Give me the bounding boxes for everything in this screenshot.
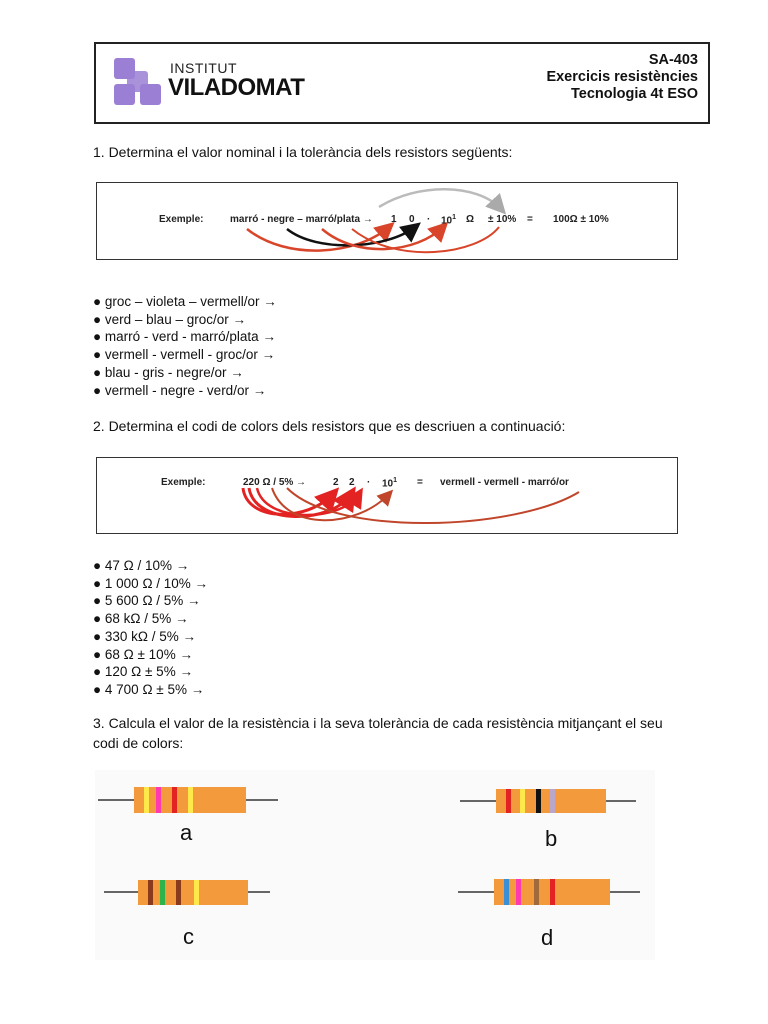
example-1-tolerance: ± 10%	[488, 214, 517, 225]
header-titles	[546, 52, 698, 103]
color-band	[550, 879, 555, 905]
example-2-digit2: 2	[349, 477, 355, 488]
example-2-dot: ·	[367, 477, 371, 488]
color-band	[506, 789, 511, 813]
question-1-title: 1. Determina el valor nominal i la tolerància dels resistors següents:	[93, 144, 513, 160]
list-item: ● 68 Ω ± 10% →	[93, 646, 193, 662]
example-2-multiplier: $10^1$	[382, 477, 398, 490]
color-band	[148, 880, 153, 905]
color-band	[194, 880, 199, 905]
example-2-value: 220 Ω / 5% →	[243, 477, 307, 488]
example-2-label: Exemple:	[161, 477, 206, 488]
color-band	[516, 879, 521, 905]
school-logo-icon	[114, 58, 172, 108]
color-band	[536, 789, 541, 813]
resistor-label-a: a	[180, 820, 193, 845]
document-subtitle: Exercicis resistències	[546, 69, 698, 85]
resistor-a	[98, 787, 278, 813]
question-1-list	[93, 293, 277, 399]
list-item: ● vermell - negre - verd/or →	[93, 382, 267, 398]
resistor-d	[458, 879, 640, 905]
example-1-colors: marró - negre – marró/plata →	[230, 214, 373, 225]
list-item: ● vermell - vermell - groc/or →	[93, 347, 276, 363]
list-item: ● verd – blau – groc/or →	[93, 311, 246, 327]
example-2-result: vermell - vermell - marró/or	[440, 477, 569, 488]
resistor-body	[134, 787, 246, 813]
color-band	[534, 879, 539, 905]
color-band	[550, 789, 555, 813]
color-band	[144, 787, 149, 813]
list-item: ● 5 600 Ω / 5% →	[93, 593, 201, 609]
example-box-1	[96, 182, 678, 260]
question-3-title-line1: 3. Calcula el valor de la resistència i la seva tolerància de cada resistència mitjançant el seu	[93, 715, 663, 731]
resistor-body	[496, 789, 606, 813]
question-3-title-line2: codi de colors:	[93, 735, 184, 751]
resistor-label-c: c	[183, 924, 194, 949]
logo-big-text: VILADOMAT	[168, 74, 305, 101]
example-1-equals: =	[527, 214, 533, 225]
question-2-title: 2. Determina el codi de colors dels resistors que es descriuen a continuació:	[93, 418, 566, 434]
color-band	[156, 787, 161, 813]
list-item: ● blau - gris - negre/or →	[93, 364, 244, 380]
color-band	[172, 787, 177, 813]
color-band	[176, 880, 181, 905]
resistor-body	[138, 880, 248, 905]
list-item: ● 1 000 Ω / 10% →	[93, 575, 209, 591]
example-2-arrows	[97, 458, 679, 535]
resistor-label-d: d	[541, 925, 554, 950]
list-item: ● marró - verd - marró/plata →	[93, 329, 276, 345]
resistor-body	[494, 879, 610, 905]
course-name: Tecnologia 4t ESO	[570, 86, 698, 102]
example-1-result: 100Ω ± 10%	[553, 214, 609, 225]
list-item: ● 68 kΩ / 5% →	[93, 611, 189, 627]
color-band	[160, 880, 165, 905]
color-band	[504, 879, 509, 905]
list-item: ● 4 700 Ω ± 5% →	[93, 681, 205, 697]
color-band	[520, 789, 525, 813]
question-2-list	[93, 557, 208, 699]
list-item: ● groc – violeta – vermell/or →	[93, 294, 277, 309]
example-1-multiplier: $10^1$	[441, 214, 457, 227]
example-1-digit1: 1	[391, 214, 397, 225]
document-header	[94, 42, 710, 124]
example-2-equals: =	[417, 477, 423, 488]
list-item: ● 330 kΩ / 5% →	[93, 628, 197, 644]
example-1-label: Exemple:	[159, 214, 204, 225]
document-code: SA-403	[648, 52, 698, 68]
list-item: ● 120 Ω ± 5% →	[93, 664, 193, 680]
example-2-digit1: 2	[333, 477, 339, 488]
resistor-label-b: b	[545, 826, 558, 851]
resistor-c	[104, 880, 270, 905]
color-band	[188, 787, 193, 813]
logo-small-text: INSTITUT	[170, 60, 237, 76]
resistor-b	[460, 789, 636, 813]
list-item: ● 47 Ω / 10% →	[93, 558, 190, 573]
example-1-dot: ·	[427, 214, 431, 225]
example-box-2	[96, 457, 678, 534]
example-1-ohm: Ω	[466, 214, 475, 225]
example-1-digit2: 0	[409, 214, 415, 225]
